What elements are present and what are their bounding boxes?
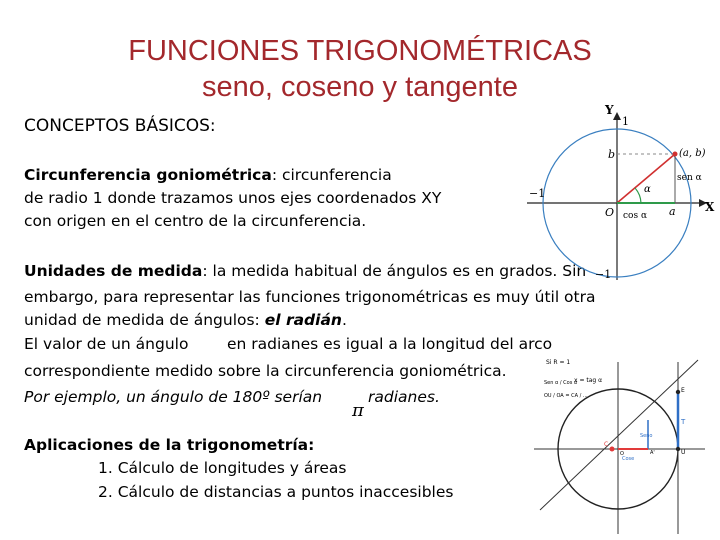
- units-line-6b: radianes.: [368, 388, 440, 406]
- top-one-label: 1: [622, 115, 629, 128]
- units-line-4b: en radianes es igual a la longitud del arco: [227, 335, 553, 353]
- fig2-label-cos: Cose: [622, 456, 635, 462]
- units-line-2: embargo, para representar las funciones trigonométricas es muy útil otra: [24, 288, 596, 306]
- point-ab: [673, 152, 678, 157]
- fig2-label-u: U: [681, 449, 686, 456]
- units-line-1: [24, 260, 586, 282]
- fig2-point-u: [676, 447, 680, 451]
- fig2-point-e: [676, 390, 680, 394]
- fig2-label-ratio: OU / OA = CA / ...: [544, 393, 588, 399]
- alpha-label: α: [644, 184, 651, 195]
- units-line-6a: Por ejemplo, un ángulo de 180º serían: [24, 388, 323, 406]
- units-line-3-post: .: [341, 311, 347, 329]
- units-line-3-pre: unidad de medida de ángulos:: [24, 311, 265, 329]
- x-axis-label: X: [705, 200, 715, 214]
- fig2-label-si: Si R = 1: [546, 359, 571, 366]
- fig2-label-c: C: [604, 441, 609, 448]
- units-line-1-rest: : la medida habitual de ángulos es en grados. Sin: [202, 262, 587, 280]
- circ-term: Circunferencia goniométrica: [24, 166, 272, 184]
- tangent-figure: [530, 352, 710, 537]
- fig2-label-tg: x = tag α: [574, 377, 603, 384]
- bottom-minus-one-label: −1: [595, 268, 612, 281]
- circ-line-1-rest: : circunferencia: [271, 166, 392, 184]
- left-minus-one-label: −1: [529, 187, 546, 200]
- fig2-label-e: E: [681, 387, 685, 394]
- applications-item-1: 1. Cálculo de longitudes y áreas: [98, 459, 347, 477]
- title-line-1: FUNCIONES TRIGONOMÉTRICAS: [128, 35, 592, 67]
- applications-heading: Aplicaciones de la trigonometría:: [24, 436, 315, 454]
- fig2-label-t: T: [681, 418, 686, 426]
- fig2-label-a: A': [650, 450, 655, 456]
- units-line-3: [24, 309, 347, 331]
- y-axis-arrow: [613, 112, 621, 120]
- units-term: Unidades de medida: [24, 262, 203, 280]
- fig2-label-sen-cos: Sen α / Cos α: [544, 380, 578, 386]
- section-concepts-heading: CONCEPTOS BÁSICOS:: [24, 116, 216, 136]
- angle-arc: [635, 188, 641, 203]
- units-line-4a: El valor de un ángulo: [24, 335, 189, 353]
- y-axis-label: Y: [605, 103, 614, 117]
- applications-item-2: 2. Cálculo de distancias a puntos inaccesibles: [98, 483, 454, 501]
- circ-line-1: [24, 164, 392, 186]
- circ-line-2: de radio 1 donde trazamos unos ejes coordenados XY: [24, 189, 442, 207]
- pi-symbol: π: [352, 400, 364, 421]
- origin-label: O: [605, 206, 615, 219]
- cos-label: cos α: [623, 211, 648, 221]
- title-line-2: seno, coseno y tangente: [201, 71, 518, 103]
- units-radian-em: el radián: [264, 311, 342, 329]
- unit-circle-figure: [525, 100, 720, 285]
- units-line-5: correspondiente medido sobre la circunferencia goniométrica.: [24, 362, 507, 380]
- radius-line: [617, 154, 675, 203]
- fig2-point-c: [610, 447, 615, 452]
- a-label: a: [669, 205, 676, 218]
- fig2-label-o: O: [620, 451, 624, 457]
- point-ab-label: (a, b): [679, 148, 706, 159]
- circ-line-3: con origen en el centro de la circunferencia.: [24, 212, 367, 230]
- b-label: b: [608, 148, 616, 161]
- fig2-label-sen: Seno: [640, 433, 653, 439]
- sen-label: sen α: [677, 173, 702, 183]
